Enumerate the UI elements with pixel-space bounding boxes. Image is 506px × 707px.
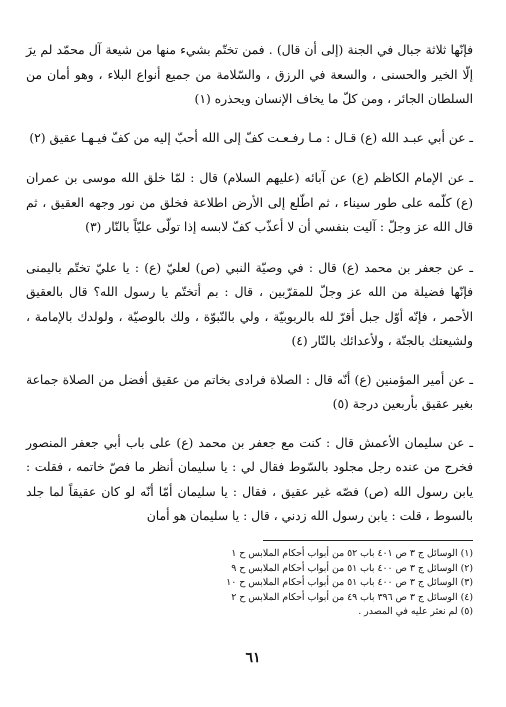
page-number: ٦١	[245, 650, 261, 666]
footnote-4: (٤) الوسائل ج ٣ ص ٣٩٦ باب ٤٩ من أبواب أحكام الملابس ح ٢	[231, 591, 473, 603]
paragraph-1: فإنّها ثلاثة جبال في الجنة (إلى أن قال) . فمن تختّم بشيء منها من شيعة آل محمّد لم يرَ إلّا الخير والحسنى ، والسعة في الرزق ، والسّلامة من جميع أنواع البلاء ، وهو أمان من السلطان الجائر ، ومن كلّ ما يخاف الإنسان ويحذره (١)	[26, 43, 473, 106]
footnote-3: (٣) الوسائل ج ٣ ص ٤٠٠ باب ٥١ من أبواب أحكام الملابس ح ١٠	[226, 577, 473, 589]
paragraph-gap	[26, 354, 473, 368]
paragraph-6: ـ عن سليمان الأعمش قال : كنت مع جعفر بن محمد (ع) على باب أبي جعفر المنصور فخرج من عنده رجل مجلود بالسّوط فقال لي : يا سليمان أنظر ما فصّ خاتمه ، فقلت : يابن رسول الله (ص) فصّه غير عقيق ، فقال : يا سليمان أمّا أنّه لو كان عقيقاً لما جلد بالسوط ، قلت : يابن رسول الله زدني ، قال : يا سليمان هو أمان	[26, 435, 473, 523]
paragraph-3: ـ عن الإمام الكاظم (ع) عن آبائه (عليهم السلام) قال : لمّا خلق الله موسى بن عمران (ع) كلّمه على طور سيناء ، ثم اطّلع إلى الأرض اطلاعة فخلق من نور وجهه العقيق ، ثم قال الله عز وجلّ : آليت بنفسي أن لا أعذّب كفّ لابسه إذا تولّى عليّاً بالنّار (٣)	[26, 171, 473, 234]
footnote-divider	[263, 540, 473, 541]
paragraph-gap	[26, 112, 473, 126]
paragraph-4: ـ عن جعفر بن محمد (ع) قال : في وصيّة النبي (ص) لعليّ (ع) : يا عليّ تختّم باليمنى فإنّها فضيلة من الله عز وجلّ للمقرّبين ، قال : بم أتختّم يا رسول الله؟ قال بالعقيق الأحمر ، فإنّه أوّل جبل أقرّ لله بالربوبيّة ، ولي بالنّبوّة ، ولك بالوصيّة ، ولولدك بالإمامة ، ولشيعتك بالجنّة ، ولأعدائك بالنّار (٤)	[26, 260, 473, 348]
paragraph-gap	[26, 150, 473, 166]
footnote-2: (٢) الوسائل ج ٣ ص ٤٠٠ باب ٥١ من أبواب أحكام الملابس ح ٩	[231, 562, 473, 574]
paragraph-gap	[26, 417, 473, 431]
paragraph-2: ـ عن أبي عبـد الله (ع) قـال : مـا رفـعـت كفّ إلى الله أحبّ إليه من كفّ فيـهـا عقيق (٢)	[29, 130, 473, 145]
footnotes	[26, 547, 473, 620]
footnote-1: (١) الوسائل ج ٣ ص ٤٠١ باب ٥٢ من أبواب أحكام الملابس ح ١	[231, 548, 473, 559]
paragraph-5: ـ عن أمير المؤمنين (ع) أنّه قال : الصلاة فرادى بخاتم من عقيق أفضل من الصلاة جماعة بغير عقيق بأربعين درجة (٥)	[26, 372, 473, 411]
paragraph-gap	[26, 240, 473, 256]
footnote-5: (٥) لم نعثر عليه في المصدر .	[358, 606, 473, 618]
